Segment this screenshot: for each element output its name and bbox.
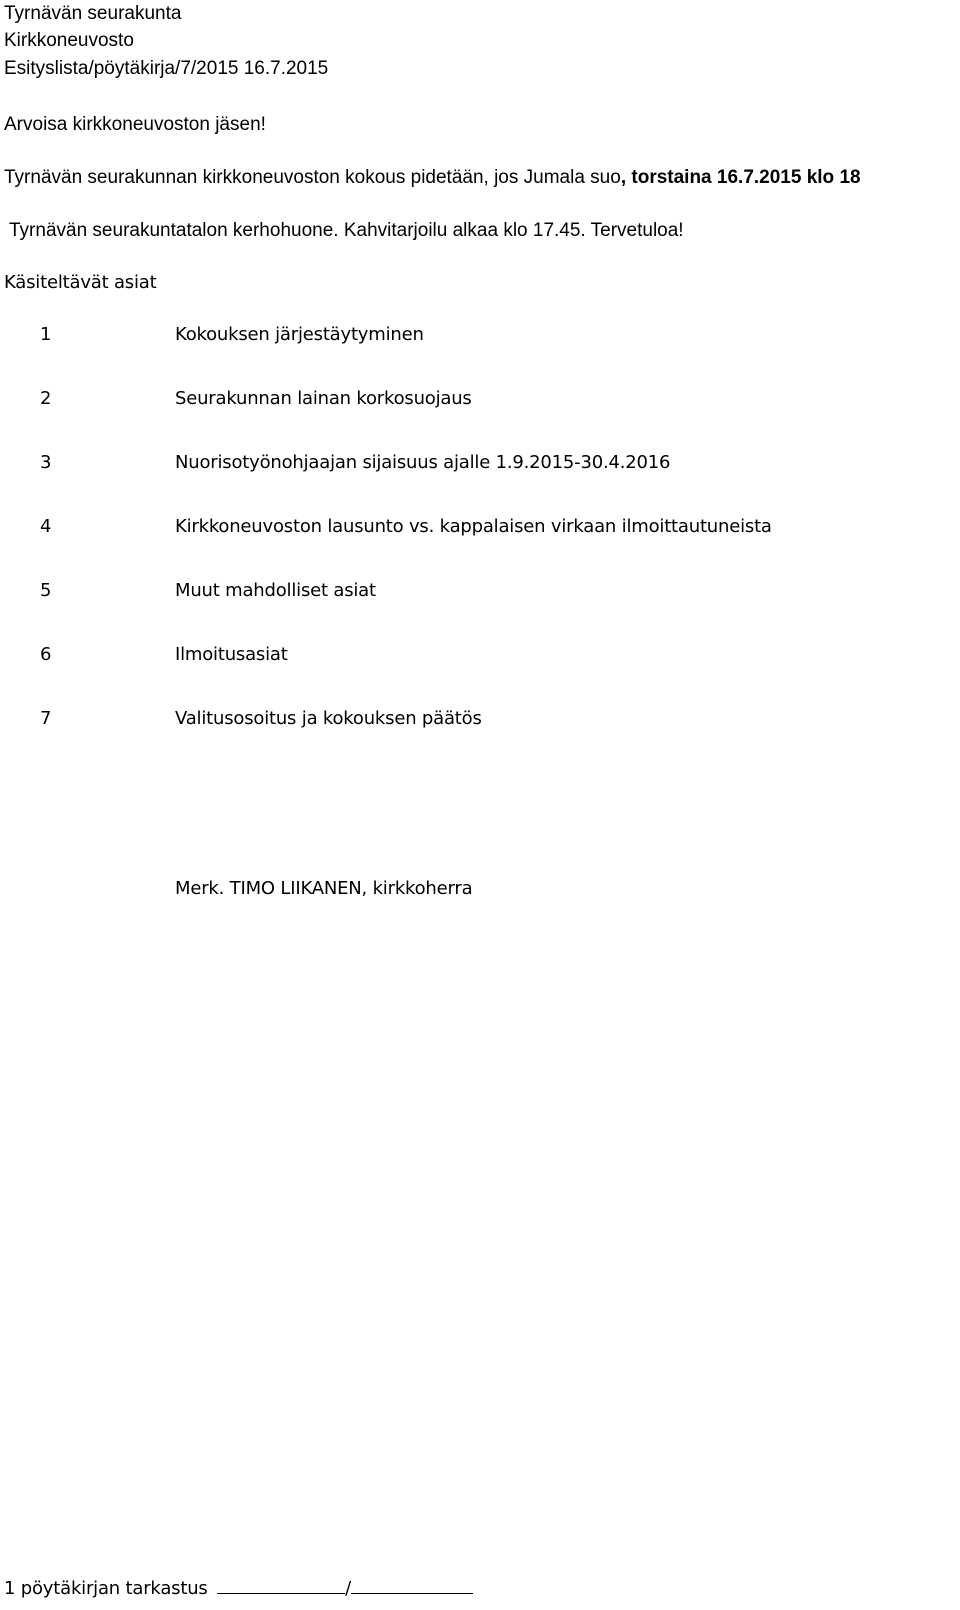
- agenda-item-number: 6: [40, 644, 52, 665]
- parish-name: Tyrnävän seurakunta: [4, 3, 182, 24]
- meeting-intro-text: Tyrnävän seurakunnan kirkkoneuvoston kokous pidetään, jos Jumala suo: [4, 167, 621, 188]
- agenda-item-number: 3: [40, 452, 52, 473]
- minutes-review-line: [4, 1575, 473, 1598]
- minutes-review-label: 1 pöytäkirjan tarkastus: [4, 1578, 208, 1599]
- agenda-item-text: Valitusosoitus ja kokouksen päätös: [175, 708, 482, 729]
- blank-separator: /: [345, 1578, 351, 1599]
- meeting-intro: [4, 168, 861, 187]
- agenda-item-number: 4: [40, 516, 52, 537]
- greeting: Arvoisa kirkkoneuvoston jäsen!: [4, 114, 266, 135]
- meeting-datetime: , torstaina 16.7.2015 klo 18: [620, 167, 861, 188]
- agenda-item-number: 7: [40, 708, 52, 729]
- agenda-item-text: Nuorisotyönohjaajan sijaisuus ajalle 1.9.2015-30.4.2016: [175, 452, 671, 473]
- reviewer-signature-blank-1: [217, 1575, 345, 1594]
- agenda-item-text: Kirkkoneuvoston lausunto vs. kappalaisen virkaan ilmoittautuneista: [175, 516, 772, 537]
- agenda-item-text: Muut mahdolliset asiat: [175, 580, 376, 601]
- council-name: Kirkkoneuvosto: [4, 30, 134, 51]
- agenda-item-text: Seurakunnan lainan korkosuojaus: [175, 388, 472, 409]
- agenda-item-number: 5: [40, 580, 52, 601]
- agenda-heading: Käsiteltävät asiat: [4, 272, 157, 293]
- reviewer-signature-blank-2: [351, 1575, 473, 1594]
- agenda-item-number: 2: [40, 388, 52, 409]
- meeting-location: Tyrnävän seurakuntatalon kerhohuone. Kahvitarjoilu alkaa klo 17.45. Tervetuloa!: [9, 220, 684, 241]
- agenda-item-text: Ilmoitusasiat: [175, 644, 288, 665]
- agenda-item-text: Kokouksen järjestäytyminen: [175, 324, 424, 345]
- agenda-item-number: 1: [40, 324, 52, 345]
- signature: Merk. TIMO LIIKANEN, kirkkoherra: [175, 878, 473, 899]
- document-reference: Esityslista/pöytäkirja/7/2015 16.7.2015: [4, 58, 329, 79]
